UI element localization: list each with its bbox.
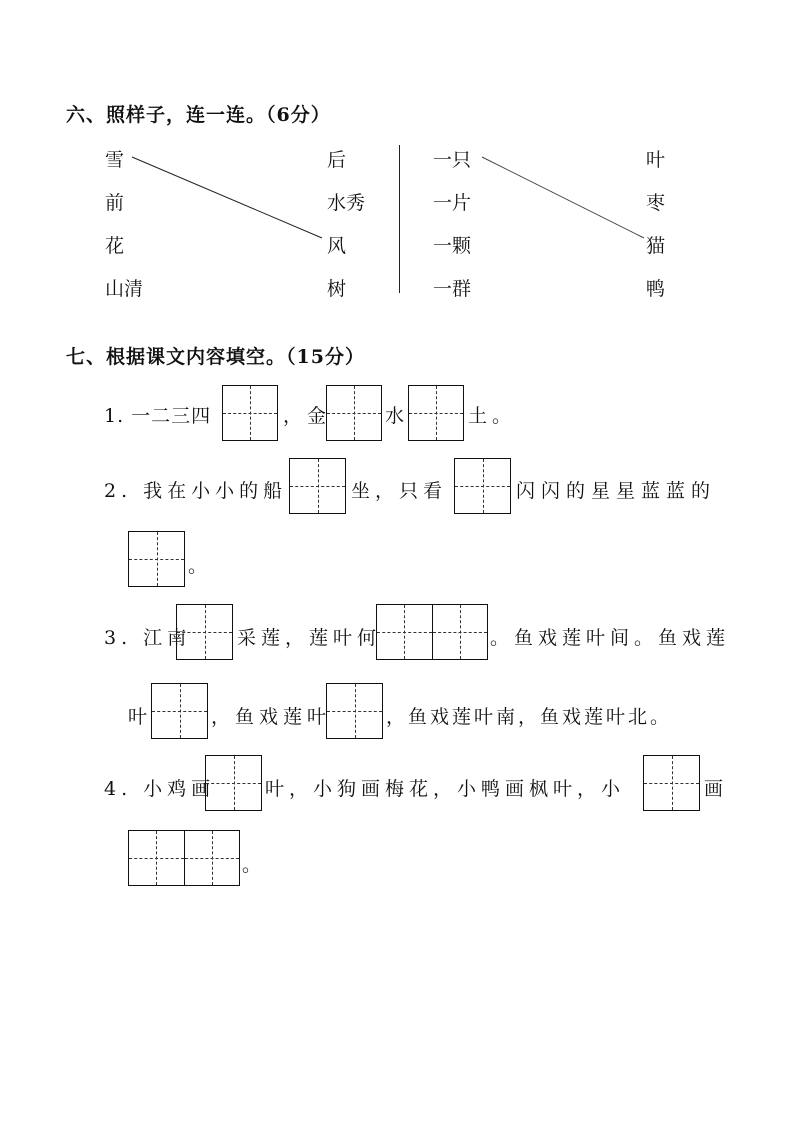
match-left-2: 前 xyxy=(105,192,125,214)
match-right-left-1: 一只 xyxy=(433,149,472,171)
q1-blank-2[interactable] xyxy=(326,385,382,441)
q4-blank-2[interactable] xyxy=(643,755,700,811)
q1-text-d: 土。 xyxy=(468,405,517,427)
q3-blank-3[interactable] xyxy=(151,683,208,739)
q3-text-f: ，鱼戏莲叶南，鱼戏莲叶北。 xyxy=(386,706,673,728)
q3-blank-1[interactable] xyxy=(176,604,233,660)
match-left-3: 花 xyxy=(105,235,125,257)
q3-text-a: 3. 江南 xyxy=(104,627,192,649)
q2-blank-1[interactable] xyxy=(289,458,346,514)
q4-text-d: 。 xyxy=(242,854,267,876)
q2-blank-2[interactable] xyxy=(454,458,511,514)
q4-text-a: 4. 小鸡画 xyxy=(104,778,216,800)
q3-blank-4[interactable] xyxy=(326,683,383,739)
q4-blank-1[interactable] xyxy=(205,755,262,811)
q3-text-c: 。鱼戏莲叶间。鱼戏莲 xyxy=(490,627,731,649)
example-line-cat xyxy=(482,157,644,238)
q2-text-b: 坐，只看 xyxy=(351,480,448,502)
q1-text-a: 1. 一二三四 xyxy=(104,405,212,427)
match-right-left-4: 一群 xyxy=(433,278,472,300)
match-middle-1: 后 xyxy=(327,149,347,171)
q1-blank-3[interactable] xyxy=(408,385,464,441)
q2-text-a: 2. 我在小小的船 xyxy=(104,480,288,502)
q3-text-d: 叶 xyxy=(128,706,153,728)
q3-blank-2[interactable] xyxy=(376,604,488,660)
match-right-right-2: 枣 xyxy=(646,192,666,214)
match-right-left-3: 一颗 xyxy=(433,235,472,257)
match-right-left-2: 一片 xyxy=(433,192,472,214)
section7-title: 七、根据课文内容填空。（15分） xyxy=(66,346,365,368)
q1-text-b: ，金 xyxy=(283,405,332,427)
q4-blank-3[interactable] xyxy=(128,830,240,886)
match-middle-3: 风 xyxy=(327,235,347,257)
q4-text-c: 画 xyxy=(704,778,729,800)
match-middle-2: 水秀 xyxy=(327,192,366,214)
match-left-1: 雪 xyxy=(105,149,125,171)
example-line-snow-wind xyxy=(132,157,322,238)
match-right-right-3: 猫 xyxy=(646,235,666,257)
q1-text-c: 水 xyxy=(385,405,410,427)
q2-text-d: 。 xyxy=(188,555,213,577)
q2-blank-3[interactable] xyxy=(128,531,185,587)
q1-blank-1[interactable] xyxy=(222,385,278,441)
column-divider xyxy=(399,145,400,293)
q3-text-e: ，鱼戏莲叶 xyxy=(211,706,332,728)
match-right-right-1: 叶 xyxy=(646,149,666,171)
section6-title: 六、照样子，连一连。（6分） xyxy=(66,104,331,126)
q2-text-c: 闪闪的星星蓝蓝的 xyxy=(516,480,717,502)
match-right-right-4: 鸭 xyxy=(646,278,666,300)
match-middle-4: 树 xyxy=(327,278,347,300)
q3-text-b: 采莲，莲叶何 xyxy=(237,627,382,649)
match-left-4: 山清 xyxy=(105,278,144,300)
q4-text-b: 叶，小狗画梅花，小鸭画枫叶，小 xyxy=(265,778,626,800)
